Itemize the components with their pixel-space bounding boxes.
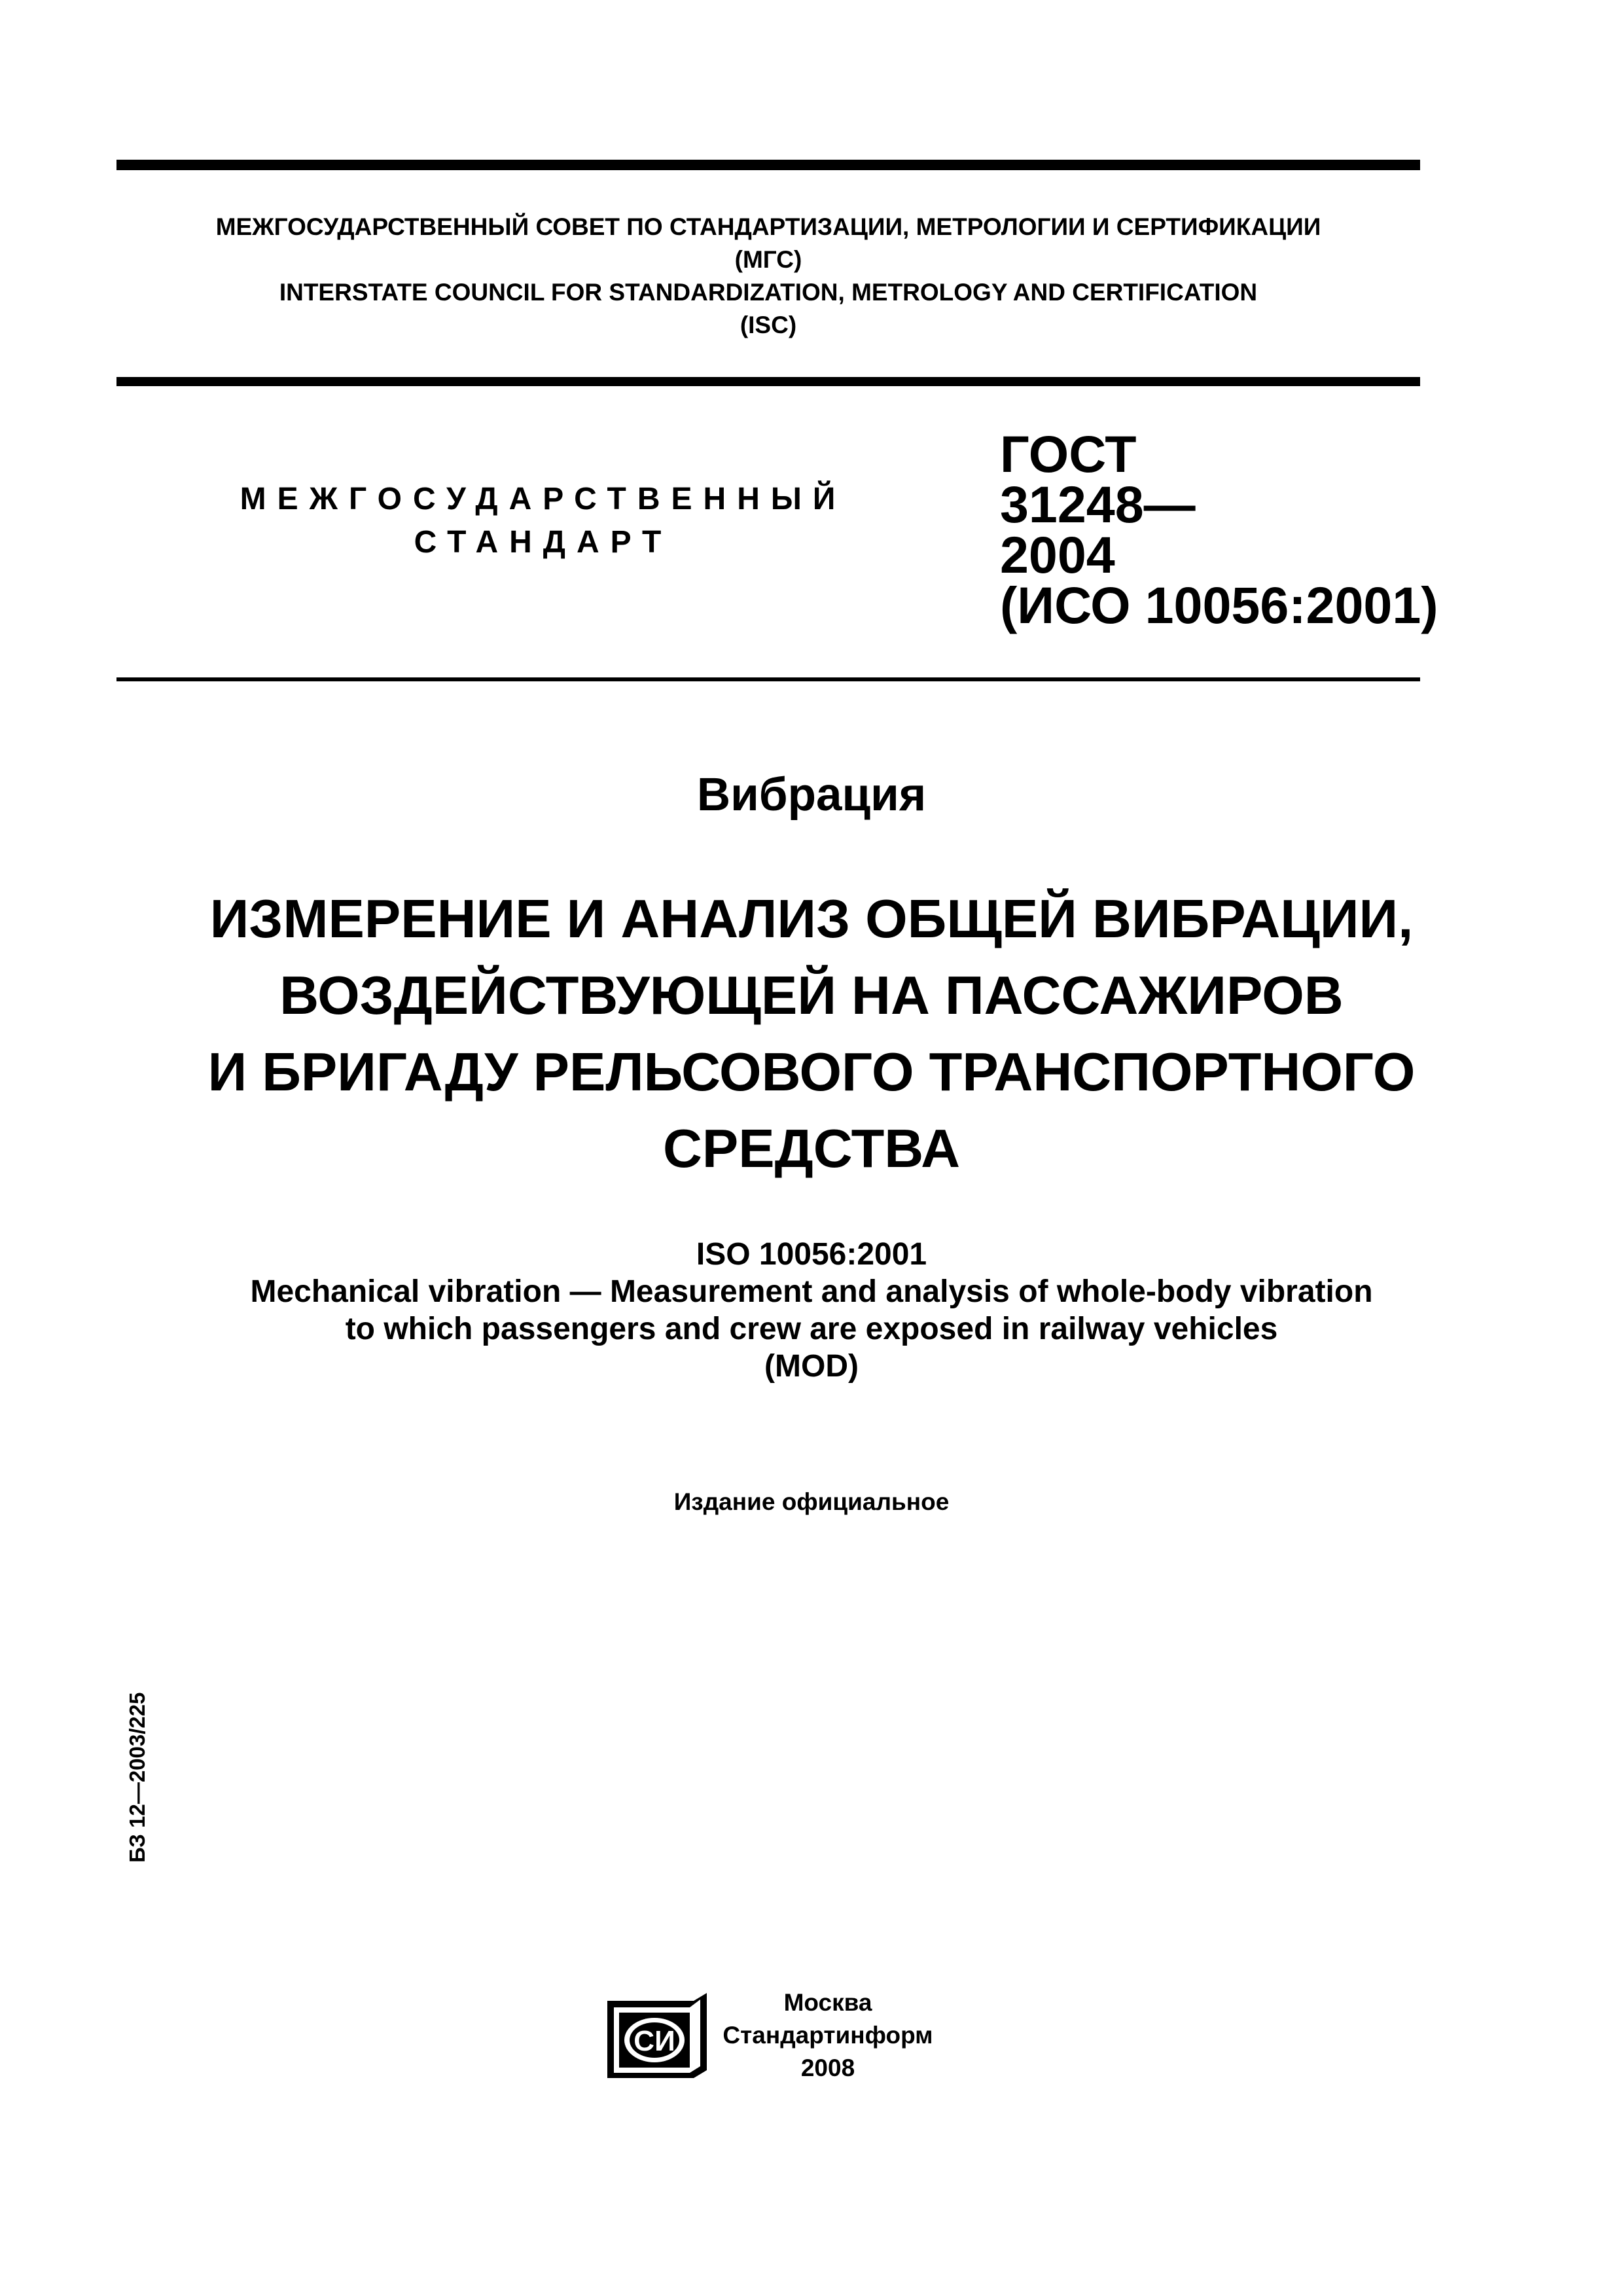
middle-rule	[116, 377, 1420, 386]
standard-type-line1: МЕЖГОСУДАРСТВЕННЫЙ	[240, 482, 847, 516]
iso-reference	[0, 1236, 1623, 1385]
side-code: БЗ 12—2003/225	[125, 1692, 149, 1863]
iso-number: ISO 10056:2001	[696, 1237, 927, 1272]
main-title-line2: ВОЗДЕЙСТВУЮЩЕЙ НА ПАССАЖИРОВ	[279, 965, 1344, 1026]
publisher-logo-text: СИ	[633, 2025, 675, 2057]
main-title	[0, 880, 1623, 1187]
main-title-line1: ИЗМЕРЕНИЕ И АНАЛИЗ ОБЩЕЙ ВИБРАЦИИ,	[209, 888, 1414, 949]
gost-year: 2004	[1000, 526, 1115, 584]
standard-type-line2: СТАНДАРТ	[414, 525, 673, 560]
gost-iso-reference: (ИСО 10056:2001)	[1000, 576, 1438, 634]
publisher-city: Москва	[783, 1989, 872, 2016]
publisher-info	[720, 1986, 936, 2085]
council-en-abbr: (ISC)	[740, 312, 797, 338]
gost-label: ГОСТ	[1000, 425, 1137, 483]
publisher-name: Стандартинформ	[722, 2022, 933, 2049]
iso-modification: (MOD)	[764, 1349, 859, 1384]
gost-designation	[1000, 425, 1438, 634]
main-title-line4: СРЕДСТВА	[662, 1118, 961, 1179]
iso-title-line1: Mechanical vibration — Measurement and analysis of whole-body vibration	[250, 1274, 1373, 1309]
iso-title-line2: to which passengers and crew are exposed in railway vehicles	[345, 1312, 1278, 1346]
main-title-line3: И БРИГАДУ РЕЛЬСОВОГО ТРАНСПОРТНОГО	[207, 1041, 1416, 1102]
council-en: INTERSTATE COUNCIL FOR STANDARDIZATION, METROLOGY AND CERTIFICATION	[279, 279, 1258, 306]
top-rule	[116, 160, 1420, 170]
council-ru-abbr: (МГС)	[734, 246, 802, 273]
publisher-year: 2008	[800, 2054, 855, 2081]
thin-rule	[116, 677, 1420, 681]
council-ru: МЕЖГОСУДАРСТВЕННЫЙ СОВЕТ ПО СТАНДАРТИЗАЦИИ, МЕТРОЛОГИИ И СЕРТИФИКАЦИИ	[215, 213, 1321, 240]
gost-number: 31248—	[1000, 475, 1196, 533]
edition-note: Издание официальное	[673, 1488, 950, 1515]
subject-title: Вибрация	[696, 769, 927, 821]
council-header	[116, 211, 1420, 342]
publisher-logo-icon	[607, 1993, 707, 2078]
standard-type	[216, 478, 870, 564]
